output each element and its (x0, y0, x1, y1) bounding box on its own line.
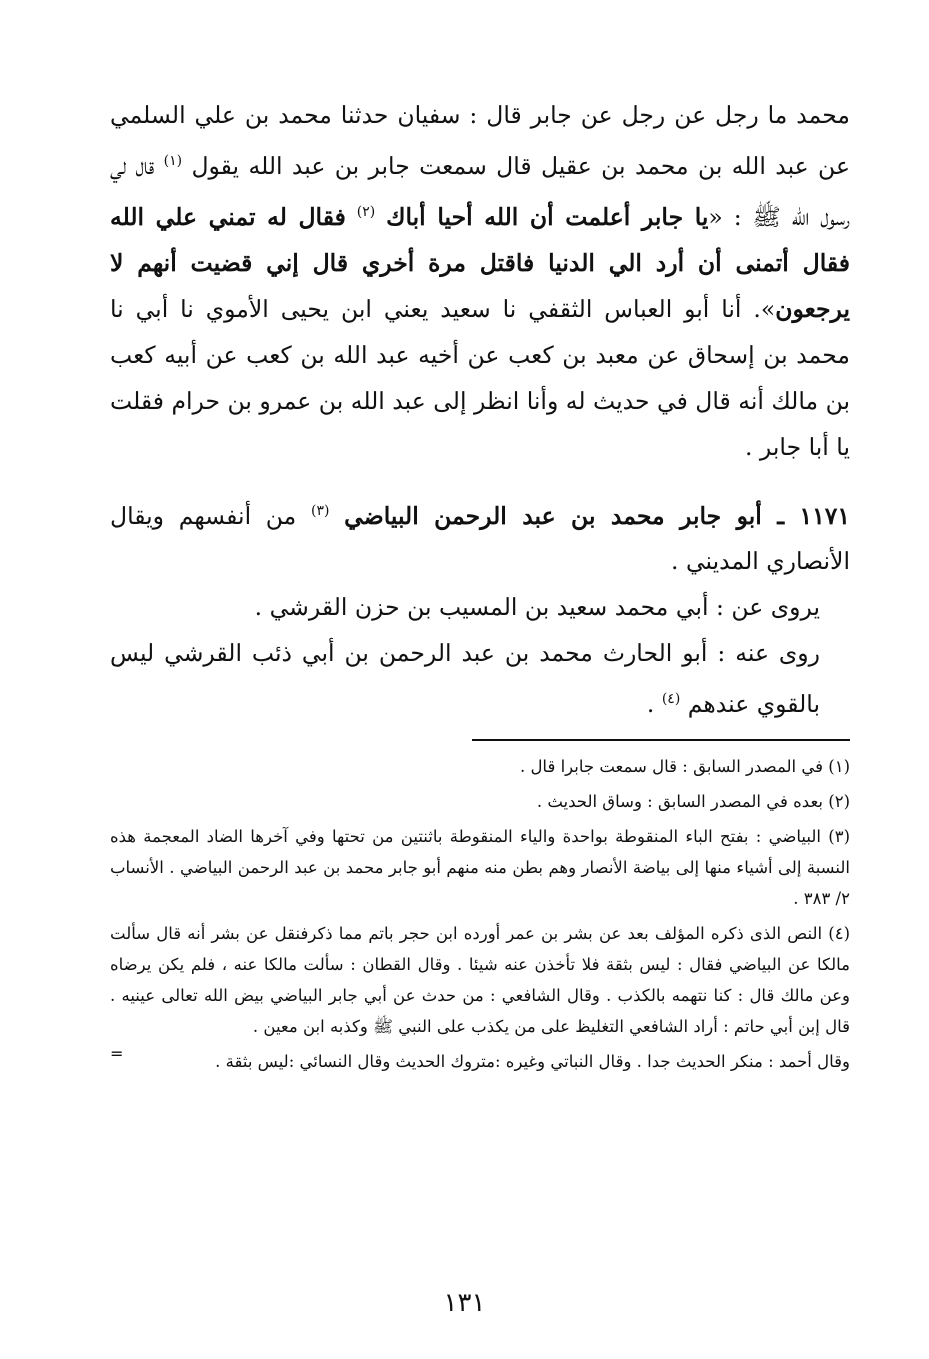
continuation-mark: = (110, 1044, 124, 1064)
text-run: قال لي رسول الله ﷺ : « (110, 151, 850, 231)
footnote-divider (472, 739, 850, 741)
text-run: محمد ما رجل عن رجل عن جابر قال : سفيان حدثنا محمد بن علي السلمي عن عبد الله بن محمد بن عقيل قال سمعت جابر بن عبد الله يقول (110, 101, 850, 180)
entry-title: ١١٧١ ـ أبو جابر محمد بن عبد الرحمن البياضي (344, 501, 850, 530)
hadith-quote: يا جابر أعلمت أن الله أحيا أباك (386, 202, 709, 231)
footnote-3: (٣) البياضي : بفتح الباء المنقوطة بواحدة والياء المنقوطة باثنتين من تحتها وفي آخرها الضاد المعجمة هذه النسبة إلى أشياء منها إلى بياضة الأنصار وهم بطن منه منهم أبو جابر محمد بن عبد الرحمن البياضي . الأنساب ٢/ ٣٨٣ . (110, 827, 850, 909)
footnote-ref-2: (٢) (356, 203, 376, 220)
page-number: ١٣١ (443, 1288, 486, 1318)
entry-heading (110, 488, 850, 585)
text-run: . (646, 690, 655, 719)
hadith-quote: فقال له تمني علي الله فقال أتمنى أن أرد الي الدنيا فاقتل مرة أخري قال إني قضيت أنهم لا يرجعون (110, 202, 850, 323)
footnote-4: (٤) النص الذى ذكره المؤلف بعد عن بشر بن عمر أورده ابن حجر باتم مما ذكرفنقل عن بشر أنه قال سألت مالكا عن البياضي فقال : ليس بثقة فلا تأخذن عنه شيئا . وقال القطان : سألت مالكا عنه ، فلم يكن يرضاه وعن مالك قال : كنا نتهمه بالكذب . وقال الشافعي : من حدث عن أبي جابر البياضي بيض الله تعالى عينيه . قال إبن أبي حاتم : أراد الشافعي التغليظ على من يكذب على النبي ﷺ وكذبه ابن معين . (110, 924, 850, 1037)
text-run: روى عنه : أبو الحارث محمد بن عبد الرحمن بن أبي ذئب القرشي ليس بالقوي عندهم (110, 639, 820, 719)
footnote-continuation (110, 1046, 850, 1077)
main-text (110, 92, 850, 727)
footnote-ref-1: (١) (163, 153, 183, 169)
footnote-1: (١) في المصدر السابق : قال سمعت جابرا قال . (519, 757, 850, 777)
page-body (110, 92, 850, 1077)
footnote-ref-4: (٤) (661, 691, 681, 708)
text-run: ». أنا أبو العباس الثقفي نا سعيد يعني ابن يحيى الأموي نا أبي نا محمد بن إسحاق عن معبد بن كعب عن أخيه عبد الله بن كعب عن أبيه كعب بن مالك أنه قال في حديث له وأنا انظر إلى عبد الله بن عمرو بن حرام فقلت يا أبا جابر . (110, 294, 850, 461)
footnote-2: (٢) بعده في المصدر السابق : وساق الحديث . (536, 792, 850, 812)
entry-title-rest: من أنفسهم ويقال الأنصاري المديني . (110, 501, 850, 576)
footnote-ref-3: (٣) (310, 502, 330, 519)
text-run: وقال أحمد : منكر الحديث جدا . وقال النباتي وغيره :متروك الحديث وقال النسائي :ليس بثقة . (215, 1052, 850, 1072)
footnotes (110, 751, 850, 1077)
narrated-by (110, 630, 850, 727)
hadith-paragraph (110, 92, 850, 470)
narrates-from: يروى عن : أبي محمد سعيد بن المسيب بن حزن القرشي . (254, 593, 820, 622)
